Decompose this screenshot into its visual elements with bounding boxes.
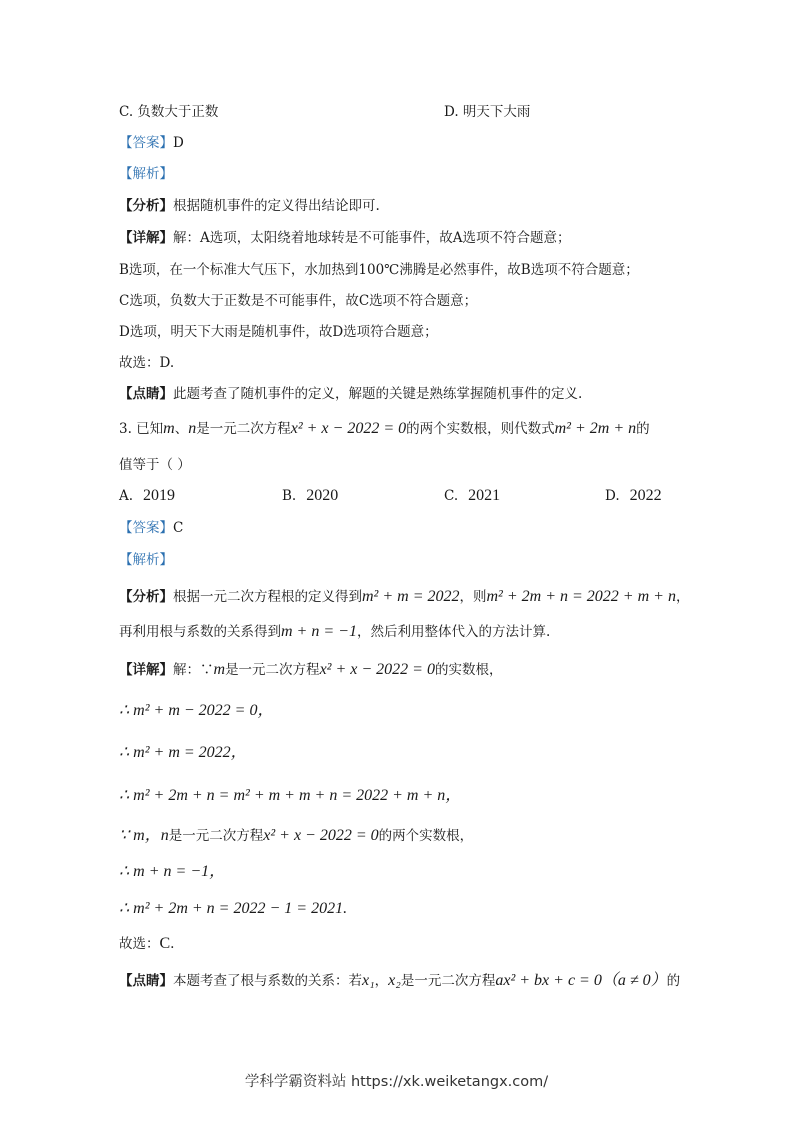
- stem-text-2: 的两个实数根，则代数式: [406, 421, 555, 437]
- q3-stem-line2: 值等于（ ）: [119, 457, 191, 473]
- expression: m² + 2m + n: [554, 420, 637, 437]
- q3-step2: ∴ m² + m = 2022，: [119, 744, 247, 761]
- stem-text: 是一元二次方程: [196, 421, 291, 437]
- xiangjie-text: 是一元二次方程: [225, 662, 320, 678]
- var-m: m: [213, 661, 226, 678]
- stem-end: 的: [636, 421, 650, 437]
- fenxi-label: 【分析】: [119, 198, 173, 214]
- fenxi-text: 再利用根与系数的关系得到: [119, 624, 281, 640]
- option-value: 2022: [629, 487, 662, 504]
- option-value: 2019: [143, 487, 176, 504]
- choose-label: 故选：: [119, 936, 160, 952]
- dianjing-text: 本题考查了根与系数的关系：若: [173, 973, 362, 989]
- fenxi-label: 【分析】: [119, 589, 173, 605]
- option-value: 2020: [306, 487, 339, 504]
- dianjing-end: 的: [666, 973, 681, 989]
- q3-fenxi-line1: [119, 587, 689, 607]
- q2-dianjing-line: [119, 384, 582, 404]
- dianjing-text: 此题考查了随机事件的定义，解题的关键是熟练掌握随机事件的定义.: [173, 386, 583, 402]
- q2-line-c: C选项，负数大于正数是不可能事件，故C选项不符合题意；: [119, 293, 478, 309]
- step4-text: 是一元二次方程: [168, 828, 264, 844]
- dianjing-text: 是一元二次方程: [400, 973, 496, 989]
- xiangjie-eq: x² + x − 2022 = 0: [319, 661, 435, 678]
- option-letter: B.: [282, 488, 297, 504]
- step4-text: 的两个实数根，: [378, 828, 474, 844]
- q3-option-a: [119, 486, 175, 506]
- q3-step4: [119, 826, 473, 846]
- xiangjie-label: 【详解】: [119, 662, 173, 678]
- option-value: 2021: [468, 487, 501, 504]
- xiangjie-text: 解：∵: [173, 662, 214, 678]
- step4-m: ∵ m，: [119, 827, 161, 844]
- q2-answer-line: [119, 133, 184, 153]
- q3-step6: ∴ m² + 2m + n = 2022 − 1 = 2021.: [119, 900, 348, 917]
- dianjing-label: 【点睛】: [119, 386, 173, 402]
- q3-step5: ∴ m + n = −1，: [119, 863, 226, 880]
- fenxi-eq3: m + n = −1: [281, 623, 357, 640]
- q2-xiangjie-line: [119, 228, 571, 248]
- q3-choose: [119, 934, 174, 954]
- option-d-q2: D. 明天下大雨: [444, 104, 531, 120]
- q2-analysis-heading: 【解析】: [119, 166, 173, 182]
- q3-xiangjie-line: [119, 660, 502, 680]
- option-c-q2: C. 负数大于正数: [119, 104, 219, 120]
- footer-watermark: 学科学霸资料站 https://xk.weiketangx.com/: [244, 1074, 549, 1090]
- comma: ，: [374, 973, 389, 989]
- fenxi-eq2: m² + 2m + n = 2022 + m + n: [486, 588, 676, 605]
- xiangjie-text: 的实数根，: [434, 662, 503, 678]
- q3-analysis-heading: 【解析】: [119, 552, 173, 568]
- fenxi-text: 根据随机事件的定义得出结论即可.: [173, 198, 380, 214]
- var-n: n: [188, 420, 197, 437]
- q2-line-b: B选项，在一个标准大气压下，水加热到100℃沸腾是必然事件，故B选项不符合题意；: [119, 262, 639, 278]
- q3-fenxi-line2: [119, 622, 550, 642]
- var-n: n: [160, 827, 169, 844]
- answer-value: D: [173, 135, 184, 151]
- choose-value: C: [159, 935, 171, 952]
- q2-fenxi-line: [119, 196, 380, 216]
- q3-dianjing-line: [119, 971, 680, 991]
- equation-main: x² + x − 2022 = 0: [290, 420, 407, 437]
- q2-line-d: D选项，明天下大雨是随机事件，故D选项符合题意；: [119, 324, 438, 340]
- q3-number: 3. 已知: [119, 421, 164, 437]
- var-x2: x₂: [388, 972, 401, 989]
- separator: 、: [174, 421, 189, 437]
- step4-eq: x² + x − 2022 = 0: [263, 827, 379, 844]
- var-m: m: [163, 420, 175, 437]
- q3-option-b: [282, 486, 338, 506]
- xiangjie-label: 【详解】: [119, 230, 173, 246]
- fenxi-text: ，然后利用整体代入的方法计算.: [356, 624, 551, 640]
- answer-value: C: [173, 520, 184, 536]
- q3-stem-line1: [119, 419, 650, 439]
- q2-choose: 故选：D.: [119, 355, 175, 371]
- xiangjie-text: 解：A选项，太阳绕着地球转是不可能事件，故A选项不符合题意；: [173, 230, 571, 246]
- var-x1: x₁: [362, 972, 375, 989]
- dianjing-eq: ax² + bx + c = 0（a ≠ 0）: [495, 972, 667, 989]
- fenxi-text: ，: [675, 589, 690, 605]
- q3-step3: ∴ m² + 2m + n = m² + m + m + n = 2022 + m + n，: [119, 787, 462, 804]
- option-letter: C.: [444, 488, 459, 504]
- choose-end: .: [170, 936, 175, 952]
- option-letter: D.: [605, 488, 620, 504]
- option-letter: A.: [119, 488, 134, 504]
- q3-option-d: [605, 486, 662, 506]
- fenxi-text: ，则: [459, 589, 487, 605]
- q3-step1: ∴ m² + m − 2022 = 0，: [119, 702, 274, 719]
- fenxi-text: 根据一元二次方程根的定义得到: [173, 589, 362, 605]
- fenxi-eq1: m² + m = 2022: [362, 588, 460, 605]
- q3-option-c: [444, 486, 500, 506]
- q3-answer-line: [119, 518, 183, 538]
- dianjing-label: 【点睛】: [119, 973, 173, 989]
- answer-label: 【答案】: [119, 135, 173, 151]
- answer-label: 【答案】: [119, 520, 173, 536]
